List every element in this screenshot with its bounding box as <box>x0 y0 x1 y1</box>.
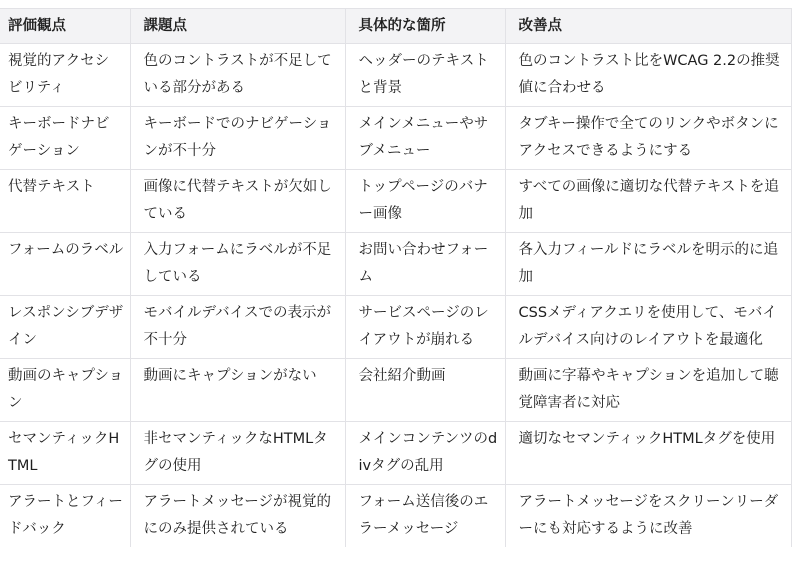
table-row <box>0 359 791 422</box>
header-evaluation-aspect: 評価観点 <box>0 9 130 44</box>
cell-specific-location: メインコンテンツのdivタグの乱用 <box>345 422 505 485</box>
cell-issue: 非セマンティックなHTMLタグの使用 <box>130 422 345 485</box>
accessibility-evaluation-table-container <box>0 8 791 547</box>
cell-improvement: タブキー操作で全てのリンクやボタンにアクセスできるようにする <box>505 107 791 170</box>
cell-issue: モバイルデバイスでの表示が不十分 <box>130 296 345 359</box>
table-row <box>0 296 791 359</box>
cell-specific-location: メインメニューやサブメニュー <box>345 107 505 170</box>
cell-improvement: 動画に字幕やキャプションを追加して聴覚障害者に対応 <box>505 359 791 422</box>
cell-improvement: 色のコントラスト比をWCAG 2.2の推奨値に合わせる <box>505 44 791 107</box>
cell-specific-location: トップページのバナー画像 <box>345 170 505 233</box>
table-row <box>0 485 791 548</box>
cell-specific-location: サービスページのレイアウトが崩れる <box>345 296 505 359</box>
cell-evaluation-aspect: 代替テキスト <box>0 170 130 233</box>
cell-evaluation-aspect: 動画のキャプション <box>0 359 130 422</box>
table-row <box>0 170 791 233</box>
cell-evaluation-aspect: アラートとフィードバック <box>0 485 130 548</box>
cell-specific-location: お問い合わせフォーム <box>345 233 505 296</box>
cell-issue: 色のコントラストが不足している部分がある <box>130 44 345 107</box>
table-row <box>0 44 791 107</box>
accessibility-evaluation-table <box>0 8 792 547</box>
table-row <box>0 107 791 170</box>
cell-issue: アラートメッセージが視覚的にのみ提供されている <box>130 485 345 548</box>
header-issue: 課題点 <box>130 9 345 44</box>
table-body <box>0 44 791 548</box>
cell-improvement: すべての画像に適切な代替テキストを追加 <box>505 170 791 233</box>
cell-issue: 動画にキャプションがない <box>130 359 345 422</box>
cell-evaluation-aspect: キーボードナビゲーション <box>0 107 130 170</box>
cell-evaluation-aspect: フォームのラベル <box>0 233 130 296</box>
cell-improvement: 適切なセマンティックHTMLタグを使用 <box>505 422 791 485</box>
cell-issue: 画像に代替テキストが欠如している <box>130 170 345 233</box>
cell-improvement: CSSメディアクエリを使用して、モバイルデバイス向けのレイアウトを最適化 <box>505 296 791 359</box>
cell-issue: キーボードでのナビゲーションが不十分 <box>130 107 345 170</box>
cell-issue: 入力フォームにラベルが不足している <box>130 233 345 296</box>
cell-evaluation-aspect: セマンティックHTML <box>0 422 130 485</box>
cell-improvement: アラートメッセージをスクリーンリーダーにも対応するように改善 <box>505 485 791 548</box>
header-specific-location: 具体的な箇所 <box>345 9 505 44</box>
cell-evaluation-aspect: レスポンシブデザイン <box>0 296 130 359</box>
cell-evaluation-aspect: 視覚的アクセシビリティ <box>0 44 130 107</box>
table-row <box>0 422 791 485</box>
cell-specific-location: ヘッダーのテキストと背景 <box>345 44 505 107</box>
cell-specific-location: 会社紹介動画 <box>345 359 505 422</box>
table-header <box>0 9 791 44</box>
table-row <box>0 233 791 296</box>
header-row <box>0 9 791 44</box>
header-improvement: 改善点 <box>505 9 791 44</box>
cell-specific-location: フォーム送信後のエラーメッセージ <box>345 485 505 548</box>
cell-improvement: 各入力フィールドにラベルを明示的に追加 <box>505 233 791 296</box>
